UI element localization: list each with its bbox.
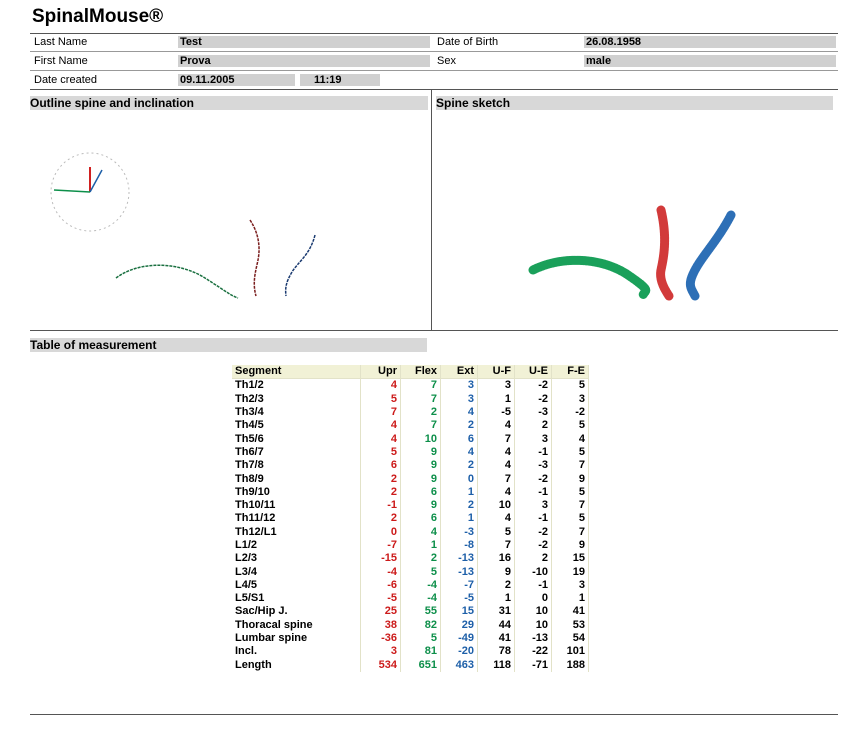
last-name-value: Test xyxy=(178,36,430,48)
cell-ue: -3 xyxy=(515,406,552,419)
sex-label: Sex xyxy=(437,55,456,67)
cell-flex: 9 xyxy=(401,446,441,459)
cell-seg: Th12/L1 xyxy=(232,526,361,539)
cell-flex: 651 xyxy=(401,659,441,672)
cell-flex: 6 xyxy=(401,512,441,525)
cell-uf: 2 xyxy=(478,579,515,592)
cell-uf: 1 xyxy=(478,592,515,605)
cell-flex: 9 xyxy=(401,472,441,485)
table-row xyxy=(232,419,589,432)
cell-uf: 7 xyxy=(478,472,515,485)
cell-ext: 463 xyxy=(441,659,478,672)
table-row xyxy=(232,446,589,459)
cell-ext: 15 xyxy=(441,605,478,618)
cell-ue: 3 xyxy=(515,432,552,445)
cell-uf: 44 xyxy=(478,619,515,632)
cell-upr: 7 xyxy=(361,406,401,419)
cell-flex: -4 xyxy=(401,579,441,592)
cell-uf: 4 xyxy=(478,446,515,459)
outline-spine-drawing xyxy=(30,110,430,328)
dob-label: Date of Birth xyxy=(437,36,499,48)
cell-ext: -13 xyxy=(441,565,478,578)
cell-uf: 3 xyxy=(478,379,515,393)
table-row xyxy=(232,406,589,419)
col-header-segment: Segment xyxy=(232,365,361,379)
cell-ext: 2 xyxy=(441,499,478,512)
cell-ext: 6 xyxy=(441,432,478,445)
cell-flex: 7 xyxy=(401,379,441,393)
table-row xyxy=(232,526,589,539)
cell-ue: -13 xyxy=(515,632,552,645)
ext-spine-sketch xyxy=(690,215,731,296)
cell-fe: 5 xyxy=(552,419,589,432)
cell-flex: 9 xyxy=(401,459,441,472)
cell-flex: 1 xyxy=(401,539,441,552)
cell-uf: 41 xyxy=(478,632,515,645)
table-row xyxy=(232,579,589,592)
table-row xyxy=(232,379,589,393)
table-row xyxy=(232,472,589,485)
cell-fe: 7 xyxy=(552,499,589,512)
cell-flex: 2 xyxy=(401,552,441,565)
table-row xyxy=(232,393,589,406)
cell-upr: -6 xyxy=(361,579,401,592)
cell-upr: 5 xyxy=(361,446,401,459)
cell-flex: 6 xyxy=(401,486,441,499)
date-created-label: Date created xyxy=(34,74,97,86)
cell-fe: 5 xyxy=(552,512,589,525)
first-name-label: First Name xyxy=(34,55,88,67)
cell-upr: 4 xyxy=(361,432,401,445)
cell-seg: Th8/9 xyxy=(232,472,361,485)
cell-ue: -2 xyxy=(515,379,552,393)
cell-ue: 3 xyxy=(515,499,552,512)
cell-ext: -20 xyxy=(441,645,478,658)
cell-flex: 4 xyxy=(401,526,441,539)
cell-upr: -7 xyxy=(361,539,401,552)
cell-fe: 1 xyxy=(552,592,589,605)
time-created-value: 11:19 xyxy=(300,74,380,86)
cell-fe: 3 xyxy=(552,393,589,406)
cell-seg: Th4/5 xyxy=(232,419,361,432)
cell-seg: L4/5 xyxy=(232,579,361,592)
divider xyxy=(30,89,838,90)
cell-fe: 7 xyxy=(552,526,589,539)
cell-ext: 0 xyxy=(441,472,478,485)
cell-flex: 2 xyxy=(401,406,441,419)
cell-ue: -10 xyxy=(515,565,552,578)
cell-fe: 19 xyxy=(552,565,589,578)
date-created-value: 09.11.2005 xyxy=(178,74,295,86)
cell-upr: -5 xyxy=(361,592,401,605)
col-header-uf: U-F xyxy=(478,365,515,379)
cell-ext: -5 xyxy=(441,592,478,605)
cell-fe: 54 xyxy=(552,632,589,645)
cell-upr: 534 xyxy=(361,659,401,672)
cell-flex: 5 xyxy=(401,565,441,578)
table-row xyxy=(232,539,589,552)
cell-seg: Th1/2 xyxy=(232,379,361,393)
cell-uf: 4 xyxy=(478,512,515,525)
cell-ext: 2 xyxy=(441,419,478,432)
cell-upr: -36 xyxy=(361,632,401,645)
cell-uf: 118 xyxy=(478,659,515,672)
cell-upr: 6 xyxy=(361,459,401,472)
table-row xyxy=(232,605,589,618)
cell-upr: 25 xyxy=(361,605,401,618)
col-header-upr: Upr xyxy=(361,365,401,379)
divider xyxy=(30,51,838,52)
table-row xyxy=(232,486,589,499)
cell-uf: 31 xyxy=(478,605,515,618)
cell-seg: Th6/7 xyxy=(232,446,361,459)
cell-uf: 1 xyxy=(478,393,515,406)
cell-upr: -4 xyxy=(361,565,401,578)
col-header-flex: Flex xyxy=(401,365,441,379)
cell-ue: -1 xyxy=(515,512,552,525)
cell-fe: 5 xyxy=(552,446,589,459)
cell-upr: 38 xyxy=(361,619,401,632)
table-row xyxy=(232,645,589,658)
cell-seg: Th2/3 xyxy=(232,393,361,406)
cell-fe: 7 xyxy=(552,459,589,472)
cell-uf: -5 xyxy=(478,406,515,419)
divider xyxy=(30,33,838,34)
cell-ue: -1 xyxy=(515,486,552,499)
cell-uf: 5 xyxy=(478,526,515,539)
cell-ext: -7 xyxy=(441,579,478,592)
cell-ext: -8 xyxy=(441,539,478,552)
bottom-divider xyxy=(30,714,838,715)
cell-seg: Lumbar spine xyxy=(232,632,361,645)
cell-ext: 4 xyxy=(441,446,478,459)
cell-fe: 4 xyxy=(552,432,589,445)
cell-ext: -49 xyxy=(441,632,478,645)
dob-value: 26.08.1958 xyxy=(584,36,836,48)
app-title: SpinalMouse® xyxy=(32,6,164,27)
cell-ue: -3 xyxy=(515,459,552,472)
cell-fe: 5 xyxy=(552,486,589,499)
cell-ue: 10 xyxy=(515,605,552,618)
cell-upr: -15 xyxy=(361,552,401,565)
cell-seg: Th11/12 xyxy=(232,512,361,525)
cell-flex: 10 xyxy=(401,432,441,445)
cell-fe: 3 xyxy=(552,579,589,592)
cell-ue: -71 xyxy=(515,659,552,672)
cell-seg: Thoracal spine xyxy=(232,619,361,632)
spine-sketch-drawing xyxy=(433,110,838,328)
cell-upr: 4 xyxy=(361,379,401,393)
cell-uf: 78 xyxy=(478,645,515,658)
col-header-ue: U-E xyxy=(515,365,552,379)
cell-fe: 41 xyxy=(552,605,589,618)
cell-flex: 7 xyxy=(401,419,441,432)
flex-spine-sketch xyxy=(533,260,646,295)
cell-seg: L3/4 xyxy=(232,565,361,578)
panel-divider xyxy=(431,90,432,330)
upr-spine-sketch xyxy=(661,210,669,296)
cell-ext: 1 xyxy=(441,512,478,525)
cell-fe: -2 xyxy=(552,406,589,419)
cell-uf: 10 xyxy=(478,499,515,512)
col-header-ext: Ext xyxy=(441,365,478,379)
cell-upr: 2 xyxy=(361,512,401,525)
cell-seg: Th10/11 xyxy=(232,499,361,512)
cell-ue: -2 xyxy=(515,472,552,485)
cell-ext: 3 xyxy=(441,379,478,393)
cell-flex: 7 xyxy=(401,393,441,406)
cell-ue: 2 xyxy=(515,552,552,565)
table-row xyxy=(232,659,589,672)
table-row xyxy=(232,512,589,525)
cell-uf: 16 xyxy=(478,552,515,565)
cell-flex: -4 xyxy=(401,592,441,605)
cell-seg: Th7/8 xyxy=(232,459,361,472)
cell-seg: Th3/4 xyxy=(232,406,361,419)
cell-upr: 2 xyxy=(361,472,401,485)
cell-ext: 3 xyxy=(441,393,478,406)
cell-flex: 55 xyxy=(401,605,441,618)
cell-upr: -1 xyxy=(361,499,401,512)
cell-uf: 4 xyxy=(478,486,515,499)
cell-ue: 0 xyxy=(515,592,552,605)
cell-fe: 53 xyxy=(552,619,589,632)
table-row xyxy=(232,592,589,605)
cell-ext: 1 xyxy=(441,486,478,499)
upr-outline-curve xyxy=(250,220,259,296)
first-name-value: Prova xyxy=(178,55,430,67)
flex-outline-curve xyxy=(116,265,238,298)
cell-ue: -2 xyxy=(515,539,552,552)
cell-fe: 9 xyxy=(552,472,589,485)
cell-flex: 81 xyxy=(401,645,441,658)
cell-uf: 4 xyxy=(478,459,515,472)
cell-ue: -1 xyxy=(515,579,552,592)
cell-flex: 82 xyxy=(401,619,441,632)
cell-upr: 0 xyxy=(361,526,401,539)
cell-fe: 188 xyxy=(552,659,589,672)
cell-seg: Length xyxy=(232,659,361,672)
table-row xyxy=(232,552,589,565)
divider xyxy=(30,70,838,71)
cell-uf: 4 xyxy=(478,419,515,432)
cell-fe: 15 xyxy=(552,552,589,565)
table-row xyxy=(232,499,589,512)
cell-uf: 7 xyxy=(478,539,515,552)
cell-ext: 29 xyxy=(441,619,478,632)
cell-ext: -13 xyxy=(441,552,478,565)
table-header-row xyxy=(232,365,589,379)
divider xyxy=(30,330,838,331)
table-row xyxy=(232,619,589,632)
cell-ext: 4 xyxy=(441,406,478,419)
cell-seg: Incl. xyxy=(232,645,361,658)
cell-seg: L2/3 xyxy=(232,552,361,565)
cell-upr: 5 xyxy=(361,393,401,406)
table-section-title: Table of measurement xyxy=(30,338,427,352)
inclination-flex-line xyxy=(54,190,90,192)
cell-ext: 2 xyxy=(441,459,478,472)
cell-fe: 9 xyxy=(552,539,589,552)
cell-ue: -1 xyxy=(515,446,552,459)
cell-ue: -2 xyxy=(515,393,552,406)
sex-value: male xyxy=(584,55,836,67)
cell-seg: Th5/6 xyxy=(232,432,361,445)
col-header-fe: F-E xyxy=(552,365,589,379)
cell-upr: 2 xyxy=(361,486,401,499)
cell-ue: 2 xyxy=(515,419,552,432)
measurement-table xyxy=(232,365,589,672)
cell-ext: -3 xyxy=(441,526,478,539)
cell-seg: Sac/Hip J. xyxy=(232,605,361,618)
cell-ue: 10 xyxy=(515,619,552,632)
cell-seg: Th9/10 xyxy=(232,486,361,499)
cell-upr: 3 xyxy=(361,645,401,658)
sketch-section-title: Spine sketch xyxy=(436,96,833,110)
cell-ue: -2 xyxy=(515,526,552,539)
cell-fe: 101 xyxy=(552,645,589,658)
cell-upr: 4 xyxy=(361,419,401,432)
cell-fe: 5 xyxy=(552,379,589,393)
outline-section-title: Outline spine and inclination xyxy=(30,96,428,110)
table-row xyxy=(232,459,589,472)
table-row xyxy=(232,632,589,645)
last-name-label: Last Name xyxy=(34,36,88,48)
cell-uf: 7 xyxy=(478,432,515,445)
cell-seg: L5/S1 xyxy=(232,592,361,605)
table-row xyxy=(232,432,589,445)
ext-outline-curve xyxy=(286,235,315,296)
inclination-ext-line xyxy=(90,170,102,192)
cell-seg: L1/2 xyxy=(232,539,361,552)
table-row xyxy=(232,565,589,578)
cell-ue: -22 xyxy=(515,645,552,658)
cell-flex: 9 xyxy=(401,499,441,512)
cell-uf: 9 xyxy=(478,565,515,578)
cell-flex: 5 xyxy=(401,632,441,645)
